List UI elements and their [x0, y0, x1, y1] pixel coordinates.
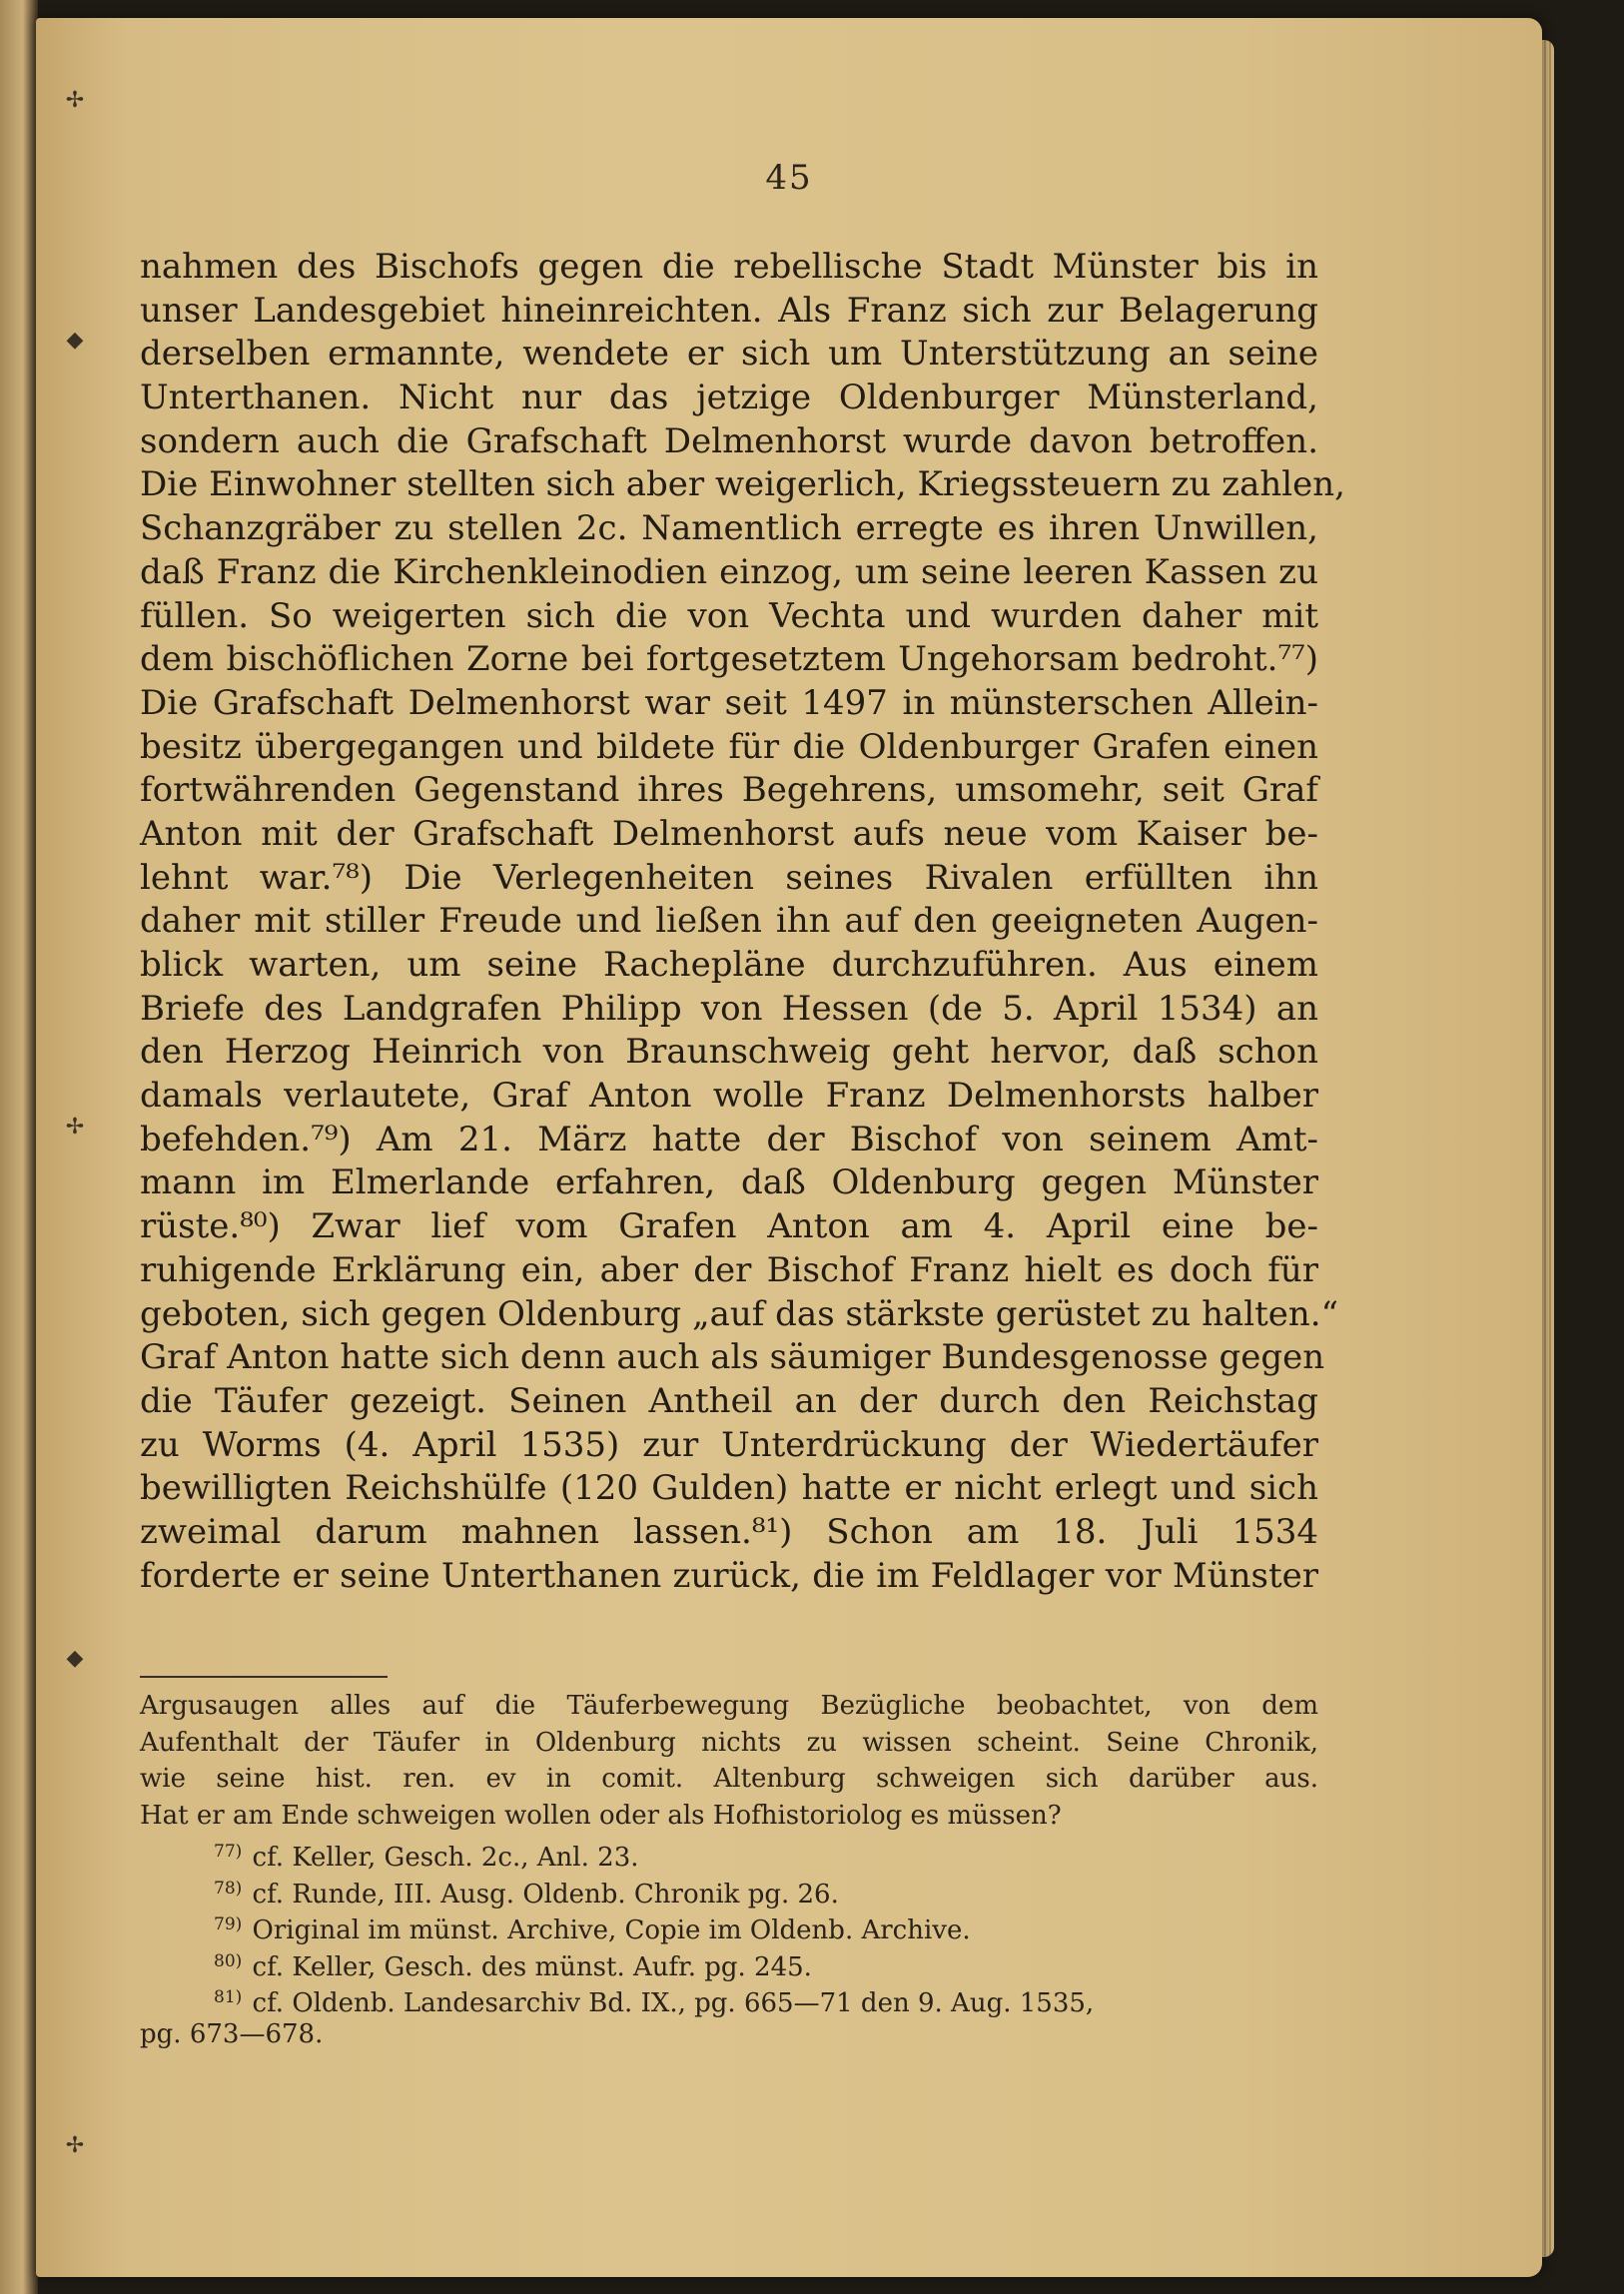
footnote-text: cf. Keller, Gesch. 2c., Anl. 23. — [252, 1843, 639, 1873]
footnote-number: 78) — [214, 1878, 243, 1899]
text-line: fortwährenden Gegenstand ihres Begehrens, umsomehr, seit Graf — [140, 770, 1318, 811]
footnote-78 — [140, 1871, 1318, 1908]
text-line: Graf Anton hatte sich denn auch als säumiger Bundesgenosse gegen — [140, 1337, 1325, 1378]
text-line: daß Franz die Kirchenkleinodien einzog, um seine leeren Kassen zu — [140, 551, 1318, 592]
text-line: derselben ermannte, wendete er sich um Unterstützung an seine — [140, 334, 1318, 375]
footnote-number: 77) — [214, 1842, 243, 1862]
text-line: Anton mit der Grafschaft Delmenhorst aufs neue vom Kaiser be- — [140, 813, 1318, 854]
text-line: Schanzgräber zu stellen 2c. Namentlich erregte es ihren Unwillen, — [140, 508, 1318, 549]
text-line: zu Worms (4. April 1535) zur Unterdrückung der Wiedertäufer — [140, 1424, 1318, 1465]
text-line: unser Landesgebiet hineinreichten. Als Franz sich zur Belagerung — [140, 290, 1318, 331]
footnote-77 — [140, 1834, 1318, 1871]
facing-page-edge — [0, 0, 38, 2294]
footnote-continuation-line: wie seine hist. ren. ev in comit. Altenburg schweigen sich darüber aus. — [140, 1764, 1318, 1794]
footnote-number: 81) — [214, 1987, 243, 2007]
text-line: Die Einwohner stellten sich aber weigerlich, Kriegssteuern zu zahlen, — [140, 464, 1345, 505]
footnote-number: 79) — [214, 1914, 243, 1934]
text-line: füllen. So weigerten sich die von Vechta und wurden daher mit — [140, 595, 1318, 636]
footnote-text: Original im münst. Archive, Copie im Oldenb. Archive. — [252, 1915, 971, 1945]
text-line: blick warten, um seine Rachepläne durchzuführen. Aus einem — [140, 945, 1318, 985]
text-line: die Täufer gezeigt. Seinen Antheil an der durch den Reichstag — [140, 1380, 1318, 1421]
text-line: mann im Elmerlande erfahren, daß Oldenburg gegen Münster — [140, 1162, 1318, 1203]
text-line: geboten, sich gegen Oldenburg „auf das stärkste gerüstet zu halten.“ — [140, 1293, 1338, 1334]
footnote-continuation-line: Argusaugen alles auf die Täuferbewegung Bezügliche beobachtet, von dem — [140, 1691, 1318, 1721]
text-line: Die Grafschaft Delmenhorst war seit 1497 in münsterschen Allein- — [140, 682, 1318, 723]
footnotes — [140, 1688, 1318, 2052]
text-line: lehnt war.⁷⁸) Die Verlegenheiten seines Rivalen erfüllten ihn — [140, 857, 1318, 898]
text-line: sondern auch die Grafschaft Delmenhorst wurde davon betroffen. — [140, 420, 1318, 461]
book-page — [36, 18, 1542, 2277]
text-line: ruhigende Erklärung ein, aber der Bischof Franz hielt es doch für — [140, 1249, 1318, 1290]
footnote-number: 80) — [214, 1950, 243, 1971]
binding-stitch-icon: ✢ — [65, 88, 85, 113]
footnote-80 — [140, 1943, 1318, 1980]
text-line: zweimal darum mahnen lassen.⁸¹) Schon am 18. Juli 1534 — [140, 1511, 1318, 1552]
binding-stitch-icon: ◆ — [66, 328, 84, 353]
text-line: befehden.⁷⁹) Am 21. März hatte der Bischof von seinem Amt- — [140, 1119, 1318, 1159]
main-text — [140, 246, 1345, 1598]
footnote-continuation-line: Hat er am Ende schweigen wollen oder als Hofhistoriolog es müssen? — [140, 1800, 1062, 1831]
text-line: bewilligten Reichshülfe (120 Gulden) hatte er nicht erlegt und sich — [140, 1468, 1318, 1509]
footnote-79 — [140, 1907, 1318, 1943]
footnote-text: cf. Runde, III. Ausg. Oldenb. Chronik pg. 26. — [252, 1879, 839, 1910]
footnote-separator — [140, 1676, 388, 1678]
binding-stitch-icon: ✢ — [65, 2133, 85, 2158]
text-line: rüste.⁸⁰) Zwar lief vom Grafen Anton am 4. April eine be- — [140, 1206, 1318, 1247]
text-line: daher mit stiller Freude und ließen ihn auf den geeigneten Augen- — [140, 901, 1318, 942]
text-line: den Herzog Heinrich von Braunschweig geht hervor, daß schon — [140, 1032, 1318, 1073]
text-line: forderte er seine Unterthanen zurück, die im Feldlager vor Münster — [140, 1555, 1318, 1596]
footnote-continuation-line: pg. 673—678. — [140, 2018, 324, 2049]
footnote-continuation-line: Aufenthalt der Täufer in Oldenburg nichts zu wissen scheint. Seine Chronik, — [140, 1727, 1318, 1758]
text-line: besitz übergegangen und bildete für die Oldenburger Grafen einen — [140, 726, 1318, 767]
text-line: nahmen des Bischofs gegen die rebellische Stadt Münster bis in — [140, 247, 1318, 287]
footnote-text: cf. Keller, Gesch. des münst. Aufr. pg. 245. — [252, 1951, 812, 1982]
text-line: Briefe des Landgrafen Philipp von Hessen (de 5. April 1534) an — [140, 988, 1318, 1029]
text-line: damals verlautete, Graf Anton wolle Franz Delmenhorsts halber — [140, 1076, 1318, 1117]
page-number: 45 — [765, 158, 813, 198]
text-line: dem bischöflichen Zorne bei fortgesetztem Ungehorsam bedroht.⁷⁷) — [140, 639, 1318, 680]
binding-stitch-icon: ◆ — [66, 1646, 84, 1671]
footnote-81 — [140, 1979, 1318, 2016]
binding-stitch-icon: ✢ — [65, 1115, 85, 1140]
text-line: Unterthanen. Nicht nur das jetzige Oldenburger Münsterland, — [140, 378, 1318, 418]
footnote-text: cf. Oldenb. Landesarchiv Bd. IX., pg. 665—71 den 9. Aug. 1535, — [252, 1988, 1095, 2018]
